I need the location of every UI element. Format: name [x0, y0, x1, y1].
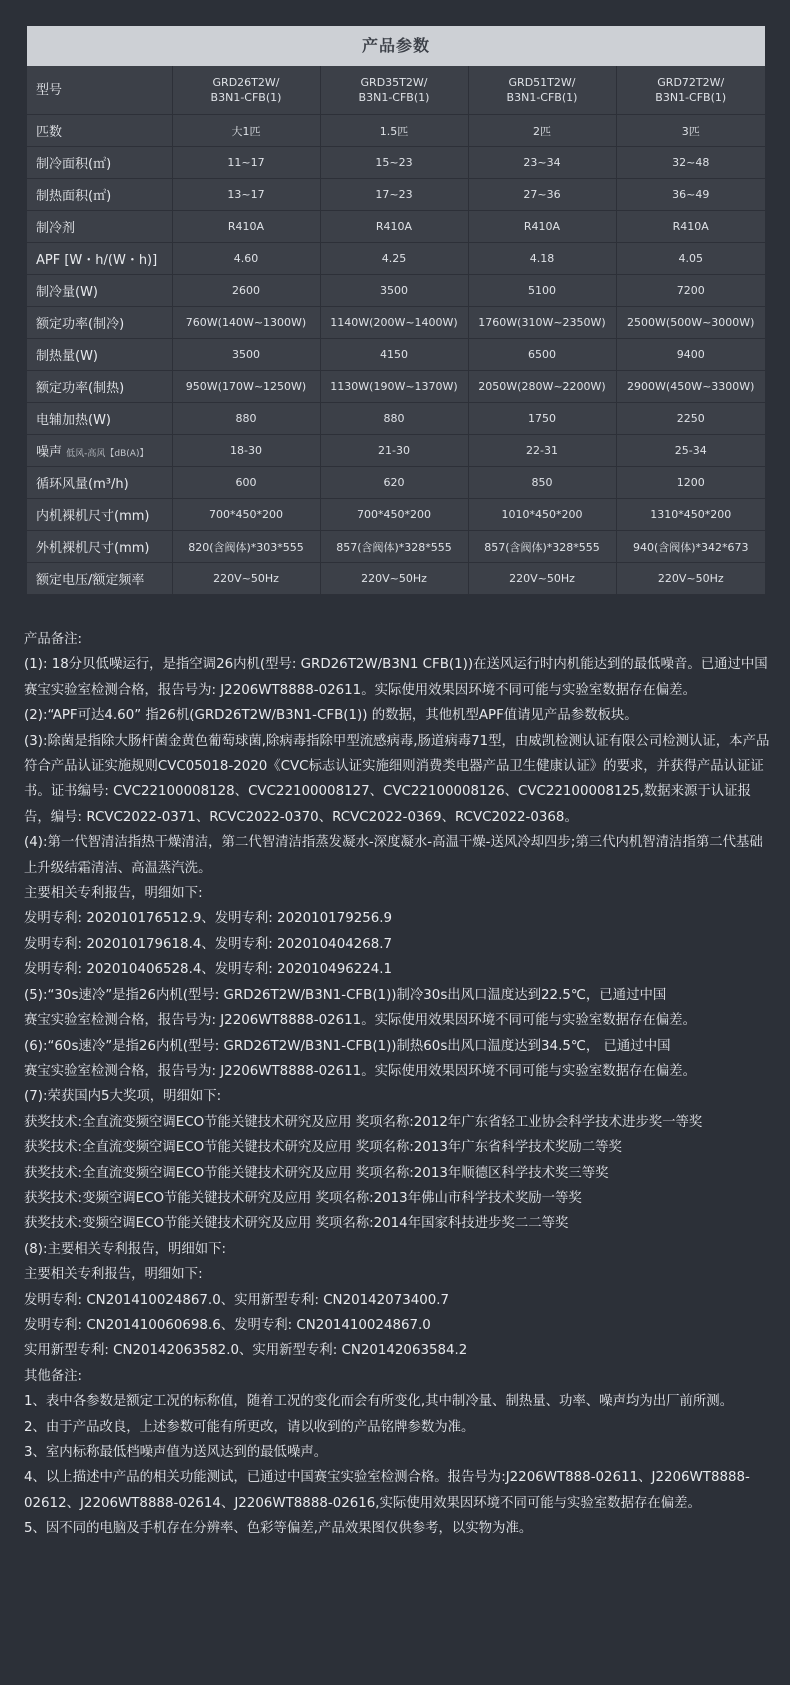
spec-value: 11~17 [172, 147, 320, 179]
row-label: 匹数 [36, 125, 63, 140]
model-name-line2: B3N1-CFB(1) [358, 91, 430, 104]
spec-value: 5100 [468, 275, 616, 307]
spec-value: 760W(140W~1300W) [172, 307, 320, 339]
spec-value: 857(含阀体)*328*555 [320, 531, 468, 563]
note-line: (7):荣获国内5大奖项，明细如下: [24, 1089, 222, 1105]
spec-row [27, 307, 765, 339]
row-label-cell [27, 499, 172, 531]
note-line: (6):“60s速冷”是指26内机(型号: GRD26T2W/B3N1-CFB(1))制热60s出风口温度达到34.5℃， 已通过中国 [24, 1038, 671, 1054]
spec-value: 2250 [616, 403, 765, 435]
spec-value: 1200 [616, 467, 765, 499]
spec-value: 1.5匹 [320, 115, 468, 147]
spec-value: R410A [172, 211, 320, 243]
note-line: 4、以上描述中产品的相关功能测试，已通过中国赛宝实验室检测合格。报告号为:J2206WT888-02611、J2206WT8888-02612、J2206WT8888-02614、J2206WT8888-02616,实际使用效果因环境不同可能与实验室数据存在偏差。 [24, 1470, 750, 1511]
spec-value: 600 [172, 467, 320, 499]
note-line: 赛宝实验室检测合格，报告号为: J2206WT8888-02611。实际使用效果因环境不同可能与实验室数据存在偏差。 [24, 1063, 696, 1079]
spec-value: 2匹 [468, 115, 616, 147]
spec-value: R410A [616, 211, 765, 243]
note-line: 3、室内标称最低档噪声值为送风达到的最低噪声。 [24, 1445, 328, 1460]
spec-row [27, 179, 765, 211]
row-label-cell [27, 275, 172, 307]
spec-row [27, 211, 765, 243]
row-label-cell [27, 435, 172, 467]
note-line: 主要相关专利报告，明细如下: [24, 1267, 203, 1283]
spec-value: 32~48 [616, 147, 765, 179]
row-label: 型号 [27, 66, 172, 115]
note-line: (8):主要相关专利报告，明细如下: [24, 1241, 227, 1257]
spec-value: 23~34 [468, 147, 616, 179]
row-label-cell [27, 179, 172, 211]
product-notes [24, 627, 776, 1542]
spec-value: 2050W(280W~2200W) [468, 371, 616, 403]
spec-row [27, 403, 765, 435]
row-label-cell [27, 339, 172, 371]
row-label-cell [27, 243, 172, 275]
row-sublabel: 低风-高风【dB(A)】 [66, 449, 149, 459]
note-line: 2、由于产品改良，上述参数可能有所更改，请以收到的产品铭牌参数为准。 [24, 1419, 475, 1435]
row-label-cell [27, 531, 172, 563]
spec-row [27, 147, 765, 179]
spec-value: 2600 [172, 275, 320, 307]
spec-value: 6500 [468, 339, 616, 371]
spec-value: 1310*450*200 [616, 499, 765, 531]
spec-value: 857(含阀体)*328*555 [468, 531, 616, 563]
spec-table [27, 66, 765, 595]
spec-value: 880 [320, 403, 468, 435]
model-name-line1: GRD35T2W/ [360, 76, 428, 89]
spec-value: 940(含阀体)*342*673 [616, 531, 765, 563]
spec-value: 820(含阀体)*303*555 [172, 531, 320, 563]
row-label: 额定电压/额定频率 [36, 573, 145, 588]
model-name-line1: GRD26T2W/ [212, 76, 280, 89]
spec-value: 220V~50Hz [320, 563, 468, 595]
spec-value: 1760W(310W~2350W) [468, 307, 616, 339]
model-name-line2: B3N1-CFB(1) [506, 91, 578, 104]
spec-value: 4.05 [616, 243, 765, 275]
spec-value: 3500 [172, 339, 320, 371]
row-label: 制热面积(㎡) [36, 189, 112, 204]
spec-value: 大1匹 [172, 115, 320, 147]
spec-value: R410A [320, 211, 468, 243]
spec-value: 620 [320, 467, 468, 499]
row-label-cell [27, 307, 172, 339]
spec-value: 25-34 [616, 435, 765, 467]
model-header-row [27, 66, 765, 115]
note-line: (5):“30s速冷”是指26内机(型号: GRD26T2W/B3N1-CFB(1))制冷30s出风口温度达到22.5℃，已通过中国 [24, 987, 667, 1003]
note-line: 获奖技术:变频空调ECO节能关键技术研究及应用 奖项名称:2013年佛山市科学技术奖励一等奖 [24, 1190, 582, 1206]
spec-table-panel [27, 26, 765, 595]
note-line: 主要相关专利报告，明细如下: [24, 886, 203, 902]
row-label-cell [27, 147, 172, 179]
spec-value: R410A [468, 211, 616, 243]
note-line: 1、表中各参数是额定工况的标称值，随着工况的变化而会有所变化,其中制冷量、制热量、功率、噪声均为出厂前所测。 [24, 1394, 734, 1410]
note-line: 5、因不同的电脑及手机存在分辨率、色彩等偏差,产品效果图仅供参考，以实物为准。 [24, 1521, 533, 1537]
spec-value: 1140W(200W~1400W) [320, 307, 468, 339]
row-label: 制热量(W) [36, 349, 98, 364]
row-label: 电辅加热(W) [36, 413, 111, 428]
row-label-cell [27, 371, 172, 403]
row-label: 噪声 [36, 445, 63, 460]
spec-value: 4150 [320, 339, 468, 371]
note-line: (4):第一代智清洁指热干燥清洁，第二代智清洁指蒸发凝水-深度凝水-高温干燥-送风冷却四步;第三代内机智清洁指第二代基础上升级结霜清洁、高温蒸汽洗。 [24, 835, 763, 876]
note-line: (3):除菌是指除大肠杆菌金黄色葡萄球菌,除病毒指除甲型流感病毒,肠道病毒71型，由威凯检测认证有限公司检测认证，本产品符合产品认证实施规则CVC05018-2020《CVC标志认证实施细则消费类电器产品卫生健康认证》的要求，并获得产品认证证书。证书编号: CVC22100008128、CVC22100008127、CVC22100008126、CVC22100008125,数据来源于认证报告，编号: RCVC2022-0371、RCVC2022-0370、RCVC2022-0369、RCVC2022-0368。 [24, 733, 770, 825]
spec-value: 4.18 [468, 243, 616, 275]
spec-value: 220V~50Hz [616, 563, 765, 595]
spec-value: 1010*450*200 [468, 499, 616, 531]
spec-row [27, 563, 765, 595]
spec-row [27, 275, 765, 307]
spec-row [27, 435, 765, 467]
model-cell [616, 66, 765, 115]
spec-value: 1130W(190W~1370W) [320, 371, 468, 403]
spec-table-title: 产品参数 [27, 26, 765, 66]
spec-value: 9400 [616, 339, 765, 371]
spec-value: 700*450*200 [320, 499, 468, 531]
model-cell [468, 66, 616, 115]
model-name-line2: B3N1-CFB(1) [210, 91, 282, 104]
spec-row [27, 243, 765, 275]
spec-row [27, 339, 765, 371]
model-name-line1: GRD72T2W/ [657, 76, 725, 89]
spec-value: 21-30 [320, 435, 468, 467]
note-line: 赛宝实验室检测合格，报告号为: J2206WT8888-02611。实际使用效果因环境不同可能与实验室数据存在偏差。 [24, 1013, 696, 1029]
note-line: 发明专利: CN201410024867.0、实用新型专利: CN20142073400.7 [24, 1292, 450, 1308]
row-label-cell [27, 467, 172, 499]
spec-value: 36~49 [616, 179, 765, 211]
spec-value: 3500 [320, 275, 468, 307]
note-line: 发明专利: CN201410060698.6、发明专利: CN201410024867.0 [24, 1317, 431, 1333]
spec-value: 950W(170W~1250W) [172, 371, 320, 403]
spec-value: 27~36 [468, 179, 616, 211]
spec-value: 880 [172, 403, 320, 435]
model-cell [172, 66, 320, 115]
note-line: 获奖技术:全直流变频空调ECO节能关键技术研究及应用 奖项名称:2013年广东省科学技术奖励二等奖 [24, 1140, 622, 1156]
spec-row [27, 371, 765, 403]
note-line: 实用新型专利: CN20142063582.0、实用新型专利: CN20142063584.2 [24, 1343, 468, 1359]
spec-value: 18-30 [172, 435, 320, 467]
note-line: (1): 18分贝低噪运行，是指空调26内机(型号: GRD26T2W/B3N1 CFB(1))在送风运行时内机能达到的最低噪音。已通过中国赛宝实验室检测合格，报告号为: J2206WT8888-02611。实际使用效果因环境不同可能与实验室数据存在偏差。 [24, 657, 768, 698]
spec-value: 22-31 [468, 435, 616, 467]
spec-value: 1750 [468, 403, 616, 435]
note-line: 产品备注: [24, 632, 83, 647]
spec-value: 2500W(500W~3000W) [616, 307, 765, 339]
row-label-cell [27, 211, 172, 243]
spec-value: 4.60 [172, 243, 320, 275]
spec-row [27, 115, 765, 147]
spec-value: 220V~50Hz [172, 563, 320, 595]
note-line: 发明专利: 202010176512.9、发明专利: 202010179256.9 [24, 911, 393, 927]
note-line: 其他备注: [24, 1368, 83, 1384]
row-label: 制冷面积(㎡) [36, 157, 112, 172]
spec-value: 4.25 [320, 243, 468, 275]
note-line: (2):“APF可达4.60” 指26机(GRD26T2W/B3N1-CFB(1)) 的数据，其他机型APF值请见产品参数板块。 [24, 708, 638, 724]
row-label: 循环风量(m³/h) [36, 477, 129, 492]
spec-row [27, 467, 765, 499]
model-name-line1: GRD51T2W/ [508, 76, 576, 89]
spec-value: 13~17 [172, 179, 320, 211]
spec-row [27, 531, 765, 563]
row-label-cell [27, 115, 172, 147]
spec-value: 15~23 [320, 147, 468, 179]
row-label-cell [27, 563, 172, 595]
spec-value: 17~23 [320, 179, 468, 211]
model-cell [320, 66, 468, 115]
row-label: 额定功率(制冷) [36, 317, 125, 332]
row-label: 内机裸机尺寸(mm) [36, 509, 150, 524]
row-label: 制冷量(W) [36, 285, 98, 300]
row-label: 制冷剂 [36, 221, 76, 236]
row-label: 额定功率(制热) [36, 381, 125, 396]
note-line: 发明专利: 202010406528.4、发明专利: 202010496224.1 [24, 962, 393, 978]
spec-row [27, 499, 765, 531]
spec-value: 3匹 [616, 115, 765, 147]
row-label: 外机裸机尺寸(mm) [36, 541, 150, 556]
spec-value: 850 [468, 467, 616, 499]
note-line: 获奖技术:变频空调ECO节能关键技术研究及应用 奖项名称:2014年国家科技进步奖二二等奖 [24, 1216, 569, 1232]
row-label-cell [27, 403, 172, 435]
note-line: 获奖技术:全直流变频空调ECO节能关键技术研究及应用 奖项名称:2012年广东省轻工业协会科学技术进步奖一等奖 [24, 1114, 703, 1130]
spec-value: 700*450*200 [172, 499, 320, 531]
spec-value: 7200 [616, 275, 765, 307]
note-line: 发明专利: 202010179618.4、发明专利: 202010404268.7 [24, 936, 393, 952]
note-line: 获奖技术:全直流变频空调ECO节能关键技术研究及应用 奖项名称:2013年顺德区科学技术奖三等奖 [24, 1165, 609, 1181]
spec-value: 220V~50Hz [468, 563, 616, 595]
model-name-line2: B3N1-CFB(1) [655, 91, 727, 104]
row-label: APF [W・h/(W・h)] [36, 253, 158, 268]
spec-value: 2900W(450W~3300W) [616, 371, 765, 403]
